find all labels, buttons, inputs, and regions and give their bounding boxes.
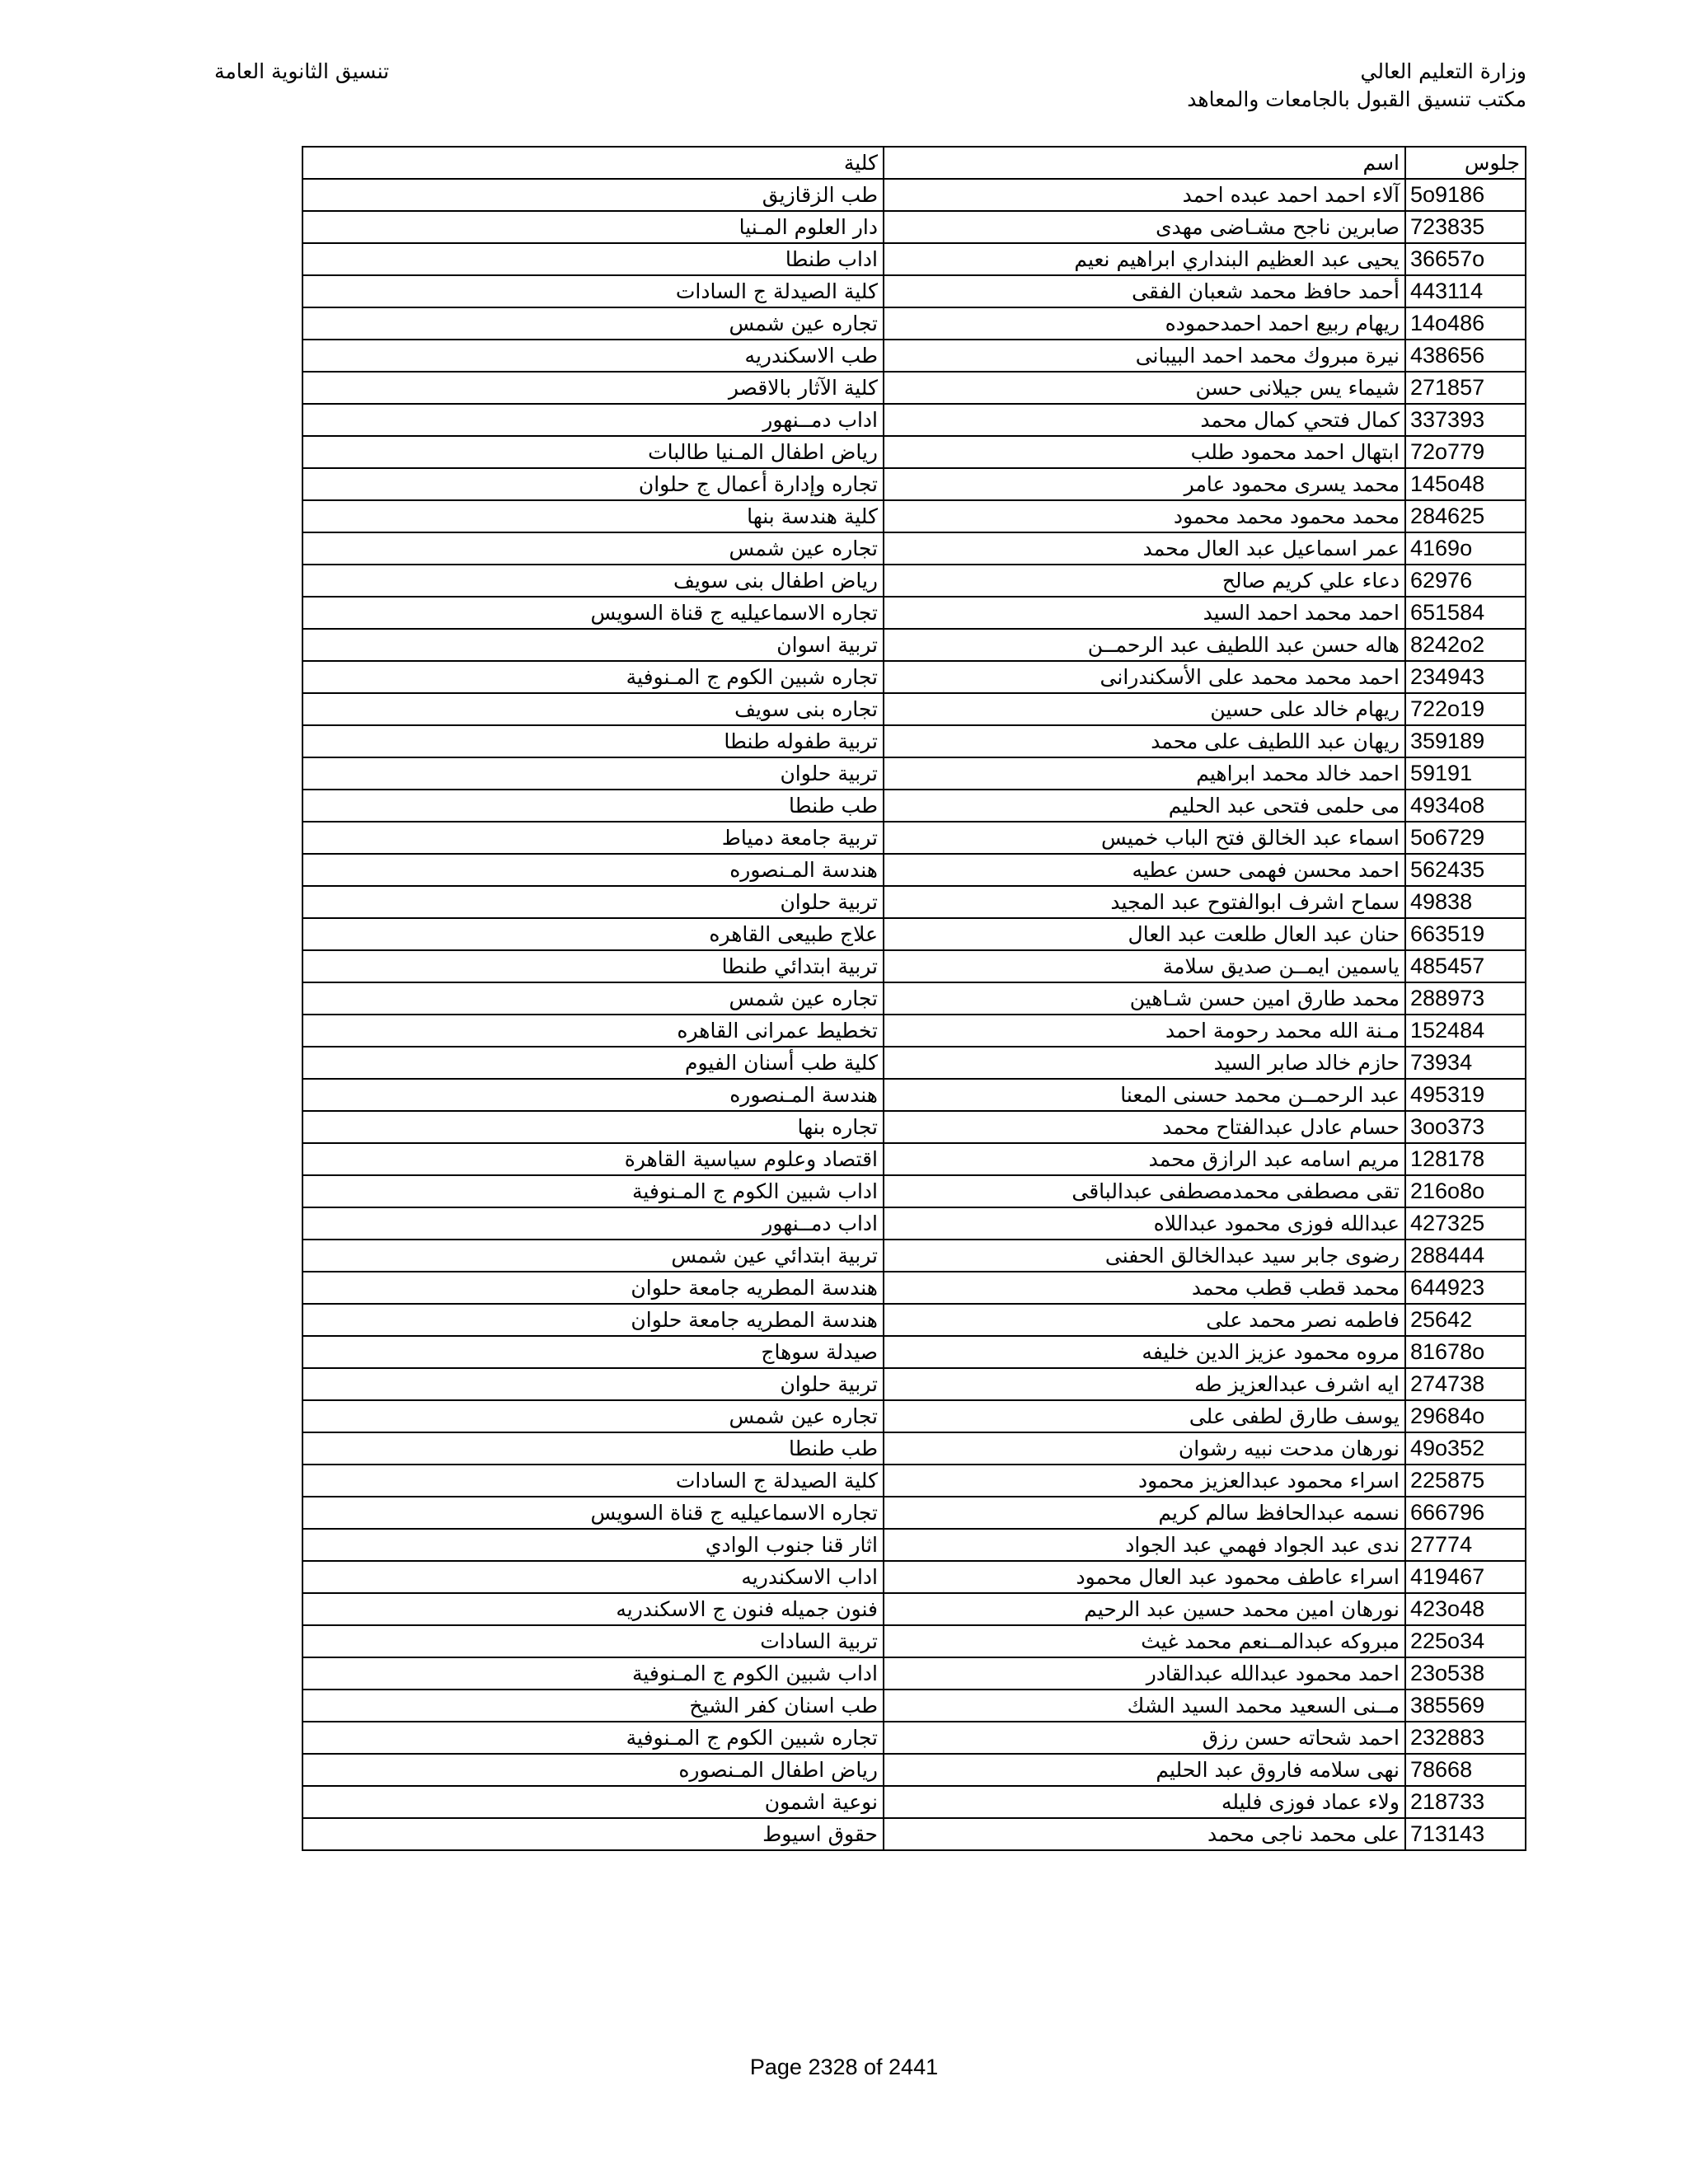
seat-number-cell: 722o19 bbox=[1405, 693, 1526, 725]
table-row bbox=[302, 1754, 1526, 1786]
table-row bbox=[302, 1015, 1526, 1047]
table-row bbox=[302, 1657, 1526, 1690]
header-faculty: كلية bbox=[302, 147, 884, 179]
name-cell: دعاء علي كريم صالح bbox=[884, 565, 1405, 597]
table-row bbox=[302, 1175, 1526, 1207]
page-number: Page 2328 of 2441 bbox=[749, 2055, 939, 2079]
seat-number-cell: 495319 bbox=[1405, 1079, 1526, 1111]
name-cell: ياسمين ايمــن صديق سلامة bbox=[884, 950, 1405, 982]
faculty-cell: طب الزقازيق bbox=[302, 179, 884, 211]
faculty-cell: تجاره شبين الكوم ج المـنوفية bbox=[302, 661, 884, 693]
name-cell: مـنة الله محمد رحومة احمد bbox=[884, 1015, 1405, 1047]
seat-number-cell: 3oo373 bbox=[1405, 1111, 1526, 1143]
name-cell: صابرين ناجح مشـاضى مهدى bbox=[884, 211, 1405, 243]
seat-number-cell: 81678o bbox=[1405, 1336, 1526, 1368]
table-row bbox=[302, 790, 1526, 822]
faculty-cell: اداب دمــنهور bbox=[302, 404, 884, 436]
name-cell: مــنى السعيد محمد السيد الشك bbox=[884, 1690, 1405, 1722]
seat-number-cell: 218733 bbox=[1405, 1786, 1526, 1818]
faculty-cell: تجاره عين شمس bbox=[302, 532, 884, 565]
seat-number-cell: 419467 bbox=[1405, 1561, 1526, 1593]
faculty-cell: طب الاسكندريه bbox=[302, 340, 884, 372]
faculty-cell: كلية الآثار بالاقصر bbox=[302, 372, 884, 404]
seat-number-cell: 29684o bbox=[1405, 1400, 1526, 1432]
table-row bbox=[302, 468, 1526, 500]
table-row bbox=[302, 1465, 1526, 1497]
seat-number-cell: 423o48 bbox=[1405, 1593, 1526, 1625]
faculty-cell: طب اسنان كفر الشيخ bbox=[302, 1690, 884, 1722]
faculty-cell: دار العلوم المـنيا bbox=[302, 211, 884, 243]
name-cell: شيماء يس جيلانى حسن bbox=[884, 372, 1405, 404]
table-row bbox=[302, 693, 1526, 725]
seat-number-cell: 73934 bbox=[1405, 1047, 1526, 1079]
faculty-cell: هندسة المطريه جامعة حلوان bbox=[302, 1304, 884, 1336]
name-cell: احمد خالد محمد ابراهيم bbox=[884, 757, 1405, 790]
table-row bbox=[302, 1561, 1526, 1593]
seat-number-cell: 78668 bbox=[1405, 1754, 1526, 1786]
seat-number-cell: 145o48 bbox=[1405, 468, 1526, 500]
name-cell: احمد محمود عبدالله عبدالقادر bbox=[884, 1657, 1405, 1690]
seat-number-cell: 5o6729 bbox=[1405, 822, 1526, 854]
table-row bbox=[302, 565, 1526, 597]
name-cell: ندى عبد الجواد فهمي عبد الجواد bbox=[884, 1529, 1405, 1561]
table-row bbox=[302, 1497, 1526, 1529]
table-row bbox=[302, 179, 1526, 211]
name-cell: اسراء محمود عبدالعزيز محمود bbox=[884, 1465, 1405, 1497]
seat-number-cell: 438656 bbox=[1405, 340, 1526, 372]
seat-number-cell: 36657o bbox=[1405, 243, 1526, 275]
faculty-cell: هندسة المطريه جامعة حلوان bbox=[302, 1272, 884, 1304]
name-cell: كمال فتحي كمال محمد bbox=[884, 404, 1405, 436]
table-row bbox=[302, 1272, 1526, 1304]
seat-number-cell: 59191 bbox=[1405, 757, 1526, 790]
table-row bbox=[302, 1593, 1526, 1625]
name-cell: يحيى عبد العظيم البنداري ابراهيم نعيم bbox=[884, 243, 1405, 275]
seat-number-cell: 274738 bbox=[1405, 1368, 1526, 1400]
table-row bbox=[302, 854, 1526, 886]
seat-number-cell: 216o8o bbox=[1405, 1175, 1526, 1207]
table-row bbox=[302, 372, 1526, 404]
seat-number-cell: 666796 bbox=[1405, 1497, 1526, 1529]
faculty-cell: تربية حلوان bbox=[302, 1368, 884, 1400]
name-cell: تقى مصطفى محمدمصطفى عبدالباقى bbox=[884, 1175, 1405, 1207]
table-row bbox=[302, 1818, 1526, 1850]
name-cell: مبروكه عبدالمــنعم محمد غيث bbox=[884, 1625, 1405, 1657]
name-cell: على محمد ناجى محمد bbox=[884, 1818, 1405, 1850]
faculty-cell: تجاره عين شمس bbox=[302, 307, 884, 340]
table-row bbox=[302, 1400, 1526, 1432]
name-cell: نورهان مدحت نبيه رشوان bbox=[884, 1432, 1405, 1465]
faculty-cell: تجاره شبين الكوم ج المـنوفية bbox=[302, 1722, 884, 1754]
name-cell: احمد محمد احمد السيد bbox=[884, 597, 1405, 629]
seat-number-cell: 128178 bbox=[1405, 1143, 1526, 1175]
table-row bbox=[302, 1432, 1526, 1465]
faculty-cell: تجاره الاسماعيليه ج قناة السويس bbox=[302, 597, 884, 629]
seat-number-cell: 359189 bbox=[1405, 725, 1526, 757]
faculty-cell: تجاره عين شمس bbox=[302, 1400, 884, 1432]
table-row bbox=[302, 1336, 1526, 1368]
name-cell: حازم خالد صابر السيد bbox=[884, 1047, 1405, 1079]
name-cell: مروه محمود عزيز الدين خليفه bbox=[884, 1336, 1405, 1368]
seat-number-cell: 562435 bbox=[1405, 854, 1526, 886]
name-cell: ريهام ربيع احمد احمدحموده bbox=[884, 307, 1405, 340]
table-row bbox=[302, 1786, 1526, 1818]
office-title: مكتب تنسيق القبول بالجامعات والمعاهد bbox=[1187, 87, 1526, 111]
name-cell: نورهان امين محمد حسين عبد الرحيم bbox=[884, 1593, 1405, 1625]
faculty-cell: رياض اطفال المـنصوره bbox=[302, 1754, 884, 1786]
faculty-cell: اقتصاد وعلوم سياسية القاهرة bbox=[302, 1143, 884, 1175]
table-row bbox=[302, 1047, 1526, 1079]
header-number-label: جلوس bbox=[1464, 151, 1520, 175]
table-row bbox=[302, 822, 1526, 854]
header-number bbox=[1405, 147, 1526, 179]
faculty-cell: هندسة المـنصوره bbox=[302, 854, 884, 886]
name-cell: عبدالله فوزى محمود عبداللاه bbox=[884, 1207, 1405, 1240]
seat-number-cell: 23o538 bbox=[1405, 1657, 1526, 1690]
faculty-cell: حقوق اسيوط bbox=[302, 1818, 884, 1850]
seat-number-cell: 663519 bbox=[1405, 918, 1526, 950]
table-row bbox=[302, 275, 1526, 307]
name-cell: آلاء احمد احمد عبده احمد bbox=[884, 179, 1405, 211]
table-row bbox=[302, 1111, 1526, 1143]
seat-number-cell: 271857 bbox=[1405, 372, 1526, 404]
seat-number-cell: 485457 bbox=[1405, 950, 1526, 982]
name-cell: نيرة مبروك محمد احمد البيبانى bbox=[884, 340, 1405, 372]
table-row bbox=[302, 1368, 1526, 1400]
coordination-title: تنسيق الثانوية العامة bbox=[214, 59, 390, 83]
name-cell: حسام عادل عبدالفتاح محمد bbox=[884, 1111, 1405, 1143]
name-cell: احمد شحاته حسن رزق bbox=[884, 1722, 1405, 1754]
name-cell: رضوى جابر سيد عبدالخالق الحفنى bbox=[884, 1240, 1405, 1272]
ministry-title: وزارة التعليم العالي bbox=[1360, 59, 1526, 83]
page-header-right bbox=[1187, 58, 1526, 114]
seat-number-cell: 713143 bbox=[1405, 1818, 1526, 1850]
table-row bbox=[302, 1079, 1526, 1111]
seat-number-cell: 723835 bbox=[1405, 211, 1526, 243]
table-row bbox=[302, 725, 1526, 757]
faculty-cell: علاج طبيعى القاهره bbox=[302, 918, 884, 950]
table-row bbox=[302, 1207, 1526, 1240]
table-row bbox=[302, 500, 1526, 532]
name-cell: عمر اسماعيل عبد العال محمد bbox=[884, 532, 1405, 565]
faculty-cell: طب طنطا bbox=[302, 790, 884, 822]
table-row bbox=[302, 597, 1526, 629]
name-cell: فاطمه نصر محمد على bbox=[884, 1304, 1405, 1336]
results-table-body bbox=[302, 147, 1526, 1850]
name-cell: ولاء عماد فوزى فليله bbox=[884, 1786, 1405, 1818]
faculty-cell: فنون جميله فنون ج الاسكندريه bbox=[302, 1593, 884, 1625]
faculty-cell: اداب الاسكندريه bbox=[302, 1561, 884, 1593]
name-cell: نهى سلامه فاروق عبد الحليم bbox=[884, 1754, 1405, 1786]
seat-number-cell: 232883 bbox=[1405, 1722, 1526, 1754]
seat-number-cell: 5o9186 bbox=[1405, 179, 1526, 211]
faculty-cell: تجاره عين شمس bbox=[302, 982, 884, 1015]
table-row bbox=[302, 1304, 1526, 1336]
name-cell: محمد محمود محمد محمود bbox=[884, 500, 1405, 532]
name-cell: احمد محمد محمد على الأسكندرانى bbox=[884, 661, 1405, 693]
table-row bbox=[302, 404, 1526, 436]
faculty-cell: رياض اطفال بنى سويف bbox=[302, 565, 884, 597]
name-cell: عبد الرحمــن محمد حسنى المعنا bbox=[884, 1079, 1405, 1111]
seat-number-cell: 49o352 bbox=[1405, 1432, 1526, 1465]
faculty-cell: كلية الصيدلة ج السادات bbox=[302, 1465, 884, 1497]
seat-number-cell: 651584 bbox=[1405, 597, 1526, 629]
name-cell: هاله حسن عبد اللطيف عبد الرحمــن bbox=[884, 629, 1405, 661]
seat-number-cell: 72o779 bbox=[1405, 436, 1526, 468]
table-row bbox=[302, 243, 1526, 275]
table-row bbox=[302, 307, 1526, 340]
faculty-cell: اثار قنا جنوب الوادي bbox=[302, 1529, 884, 1561]
table-row bbox=[302, 1529, 1526, 1561]
seat-number-cell: 288973 bbox=[1405, 982, 1526, 1015]
faculty-cell: تجاره وإدارة أعمال ج حلوان bbox=[302, 468, 884, 500]
table-row bbox=[302, 757, 1526, 790]
faculty-cell: طب طنطا bbox=[302, 1432, 884, 1465]
name-cell: ريهام خالد على حسين bbox=[884, 693, 1405, 725]
name-cell: احمد محسن فهمى حسن عطيه bbox=[884, 854, 1405, 886]
name-cell: سماح اشرف ابوالفتوح عبد المجيد bbox=[884, 886, 1405, 918]
seat-number-cell: 288444 bbox=[1405, 1240, 1526, 1272]
table-row bbox=[302, 982, 1526, 1015]
faculty-cell: اداب دمــنهور bbox=[302, 1207, 884, 1240]
seat-number-cell: 225875 bbox=[1405, 1465, 1526, 1497]
name-cell: يوسف طارق لطفى على bbox=[884, 1400, 1405, 1432]
faculty-cell: رياض اطفال المـنيا طالبات bbox=[302, 436, 884, 468]
table-row bbox=[302, 918, 1526, 950]
seat-number-cell: 27774 bbox=[1405, 1529, 1526, 1561]
table-row bbox=[302, 886, 1526, 918]
seat-number-cell: 234943 bbox=[1405, 661, 1526, 693]
faculty-cell: تربية السادات bbox=[302, 1625, 884, 1657]
table-row bbox=[302, 950, 1526, 982]
table-row bbox=[302, 629, 1526, 661]
faculty-cell: تربية حلوان bbox=[302, 757, 884, 790]
seat-number-cell: 4934o8 bbox=[1405, 790, 1526, 822]
table-row bbox=[302, 436, 1526, 468]
faculty-cell: تربية ابتدائي طنطا bbox=[302, 950, 884, 982]
name-cell: ابتهال احمد محمود طلب bbox=[884, 436, 1405, 468]
table-row bbox=[302, 1143, 1526, 1175]
faculty-cell: تجاره الاسماعيليه ج قناة السويس bbox=[302, 1497, 884, 1529]
seat-number-cell: 644923 bbox=[1405, 1272, 1526, 1304]
name-cell: اسراء عاطف محمود عبد العال محمود bbox=[884, 1561, 1405, 1593]
seat-number-cell: 427325 bbox=[1405, 1207, 1526, 1240]
seat-number-cell: 225o34 bbox=[1405, 1625, 1526, 1657]
header-name: اسم bbox=[884, 147, 1405, 179]
seat-number-cell: 25642 bbox=[1405, 1304, 1526, 1336]
results-table bbox=[302, 146, 1526, 1851]
name-cell: مى حلمى فتحى عبد الحليم bbox=[884, 790, 1405, 822]
name-cell: محمد قطب قطب محمد bbox=[884, 1272, 1405, 1304]
table-row bbox=[302, 532, 1526, 565]
faculty-cell: تربية جامعة دمياط bbox=[302, 822, 884, 854]
table-header-row bbox=[302, 147, 1526, 179]
faculty-cell: اداب شبين الكوم ج المـنوفية bbox=[302, 1657, 884, 1690]
faculty-cell: هندسة المـنصوره bbox=[302, 1079, 884, 1111]
faculty-cell: اداب طنطا bbox=[302, 243, 884, 275]
seat-number-cell: 385569 bbox=[1405, 1690, 1526, 1722]
seat-number-cell: 49838 bbox=[1405, 886, 1526, 918]
faculty-cell: صيدلة سوهاج bbox=[302, 1336, 884, 1368]
table-row bbox=[302, 211, 1526, 243]
table-row bbox=[302, 1625, 1526, 1657]
table-row bbox=[302, 1240, 1526, 1272]
seat-number-cell: 62976 bbox=[1405, 565, 1526, 597]
name-cell: مريم اسامه عبد الرازق محمد bbox=[884, 1143, 1405, 1175]
table-row bbox=[302, 1722, 1526, 1754]
faculty-cell: تربية اسوان bbox=[302, 629, 884, 661]
seat-number-cell: 8242o2 bbox=[1405, 629, 1526, 661]
table-row bbox=[302, 1690, 1526, 1722]
table-row bbox=[302, 340, 1526, 372]
faculty-cell: تجاره بنها bbox=[302, 1111, 884, 1143]
faculty-cell: تربية حلوان bbox=[302, 886, 884, 918]
name-cell: ايه اشرف عبدالعزيز طه bbox=[884, 1368, 1405, 1400]
seat-number-cell: 443114 bbox=[1405, 275, 1526, 307]
faculty-cell: تربية طفوله طنطا bbox=[302, 725, 884, 757]
name-cell: محمد طارق امين حسن شـاهين bbox=[884, 982, 1405, 1015]
faculty-cell: تربية ابتدائي عين شمس bbox=[302, 1240, 884, 1272]
seat-number-cell: 337393 bbox=[1405, 404, 1526, 436]
name-cell: ريهان عبد اللطيف على محمد bbox=[884, 725, 1405, 757]
faculty-cell: تخطيط عمرانى القاهره bbox=[302, 1015, 884, 1047]
seat-number-cell: 284625 bbox=[1405, 500, 1526, 532]
faculty-cell: تجاره بنى سويف bbox=[302, 693, 884, 725]
seat-number-cell: 152484 bbox=[1405, 1015, 1526, 1047]
faculty-cell: كلية هندسة بنها bbox=[302, 500, 884, 532]
table-row bbox=[302, 661, 1526, 693]
name-cell: اسماء عبد الخالق فتح الباب خميس bbox=[884, 822, 1405, 854]
seat-number-cell: 4169o bbox=[1405, 532, 1526, 565]
name-cell: نسمه عبدالحافظ سالم كريم bbox=[884, 1497, 1405, 1529]
faculty-cell: اداب شبين الكوم ج المـنوفية bbox=[302, 1175, 884, 1207]
faculty-cell: نوعية اشمون bbox=[302, 1786, 884, 1818]
name-cell: أحمد حافظ محمد شعبان الفقى bbox=[884, 275, 1405, 307]
seat-number-cell: 14o486 bbox=[1405, 307, 1526, 340]
name-cell: حنان عبد العال طلعت عبد العال bbox=[884, 918, 1405, 950]
faculty-cell: كلية طب أسنان الفيوم bbox=[302, 1047, 884, 1079]
faculty-cell: كلية الصيدلة ج السادات bbox=[302, 275, 884, 307]
name-cell: محمد يسرى محمود عامر bbox=[884, 468, 1405, 500]
